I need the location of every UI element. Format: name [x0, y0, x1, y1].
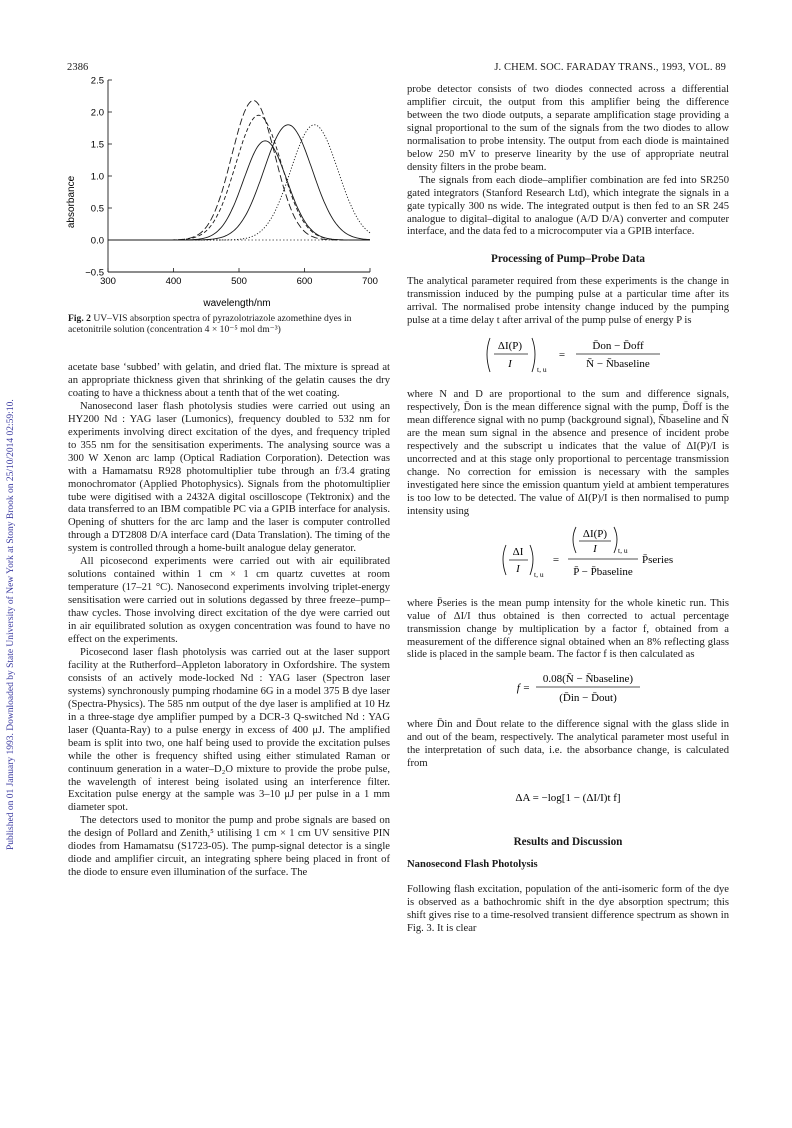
figure-caption — [68, 313, 390, 335]
y-tick-label: 0.5 — [90, 203, 104, 215]
section-heading: Processing of Pump–Probe Data — [490, 253, 646, 266]
series-line-2 — [108, 115, 370, 240]
y-axis-label: absorbance — [66, 175, 77, 229]
paragraph: The signals from each diode–amplifier combination are fed into SR250 gated integrators (Stanford Research Ltd), which integrate the signals in a gate typically 300 ns wide. The integrated output is then fed to an SR 245 analogue to digital–digital to analogue (A/D D/A) converter and computer interface, and the data fed to a microcomputer via a GPIB interface. — [407, 174, 729, 238]
eq2-inner-den: I — [593, 542, 597, 555]
svg-text:=: = — [558, 349, 566, 362]
paragraph: acetate base ‘subbed’ with gelatin, and dried flat. The mixture is spread at an appropriate thickness given that shrinking of the gelatin causes the dry coating to have a thickness about a tenth that of the wet coating. — [68, 362, 390, 399]
eq1-rhs-denominator: N̄ − N̄baseline — [586, 358, 650, 371]
left-column — [68, 362, 390, 880]
x-tick-label: 400 — [165, 276, 182, 287]
eq1-denominator: I — [508, 358, 512, 371]
eq1-subscript: t, u — [537, 365, 547, 375]
eq2-lhs-num: ΔI — [512, 545, 524, 558]
eq2-lhs-sub: t, u — [534, 569, 544, 579]
figure-absorption-spectra — [62, 74, 392, 344]
paragraph: where P̄series is the mean pump intensity for the whole kinetic run. This value of ΔI/I thus obtained is then corrected to actual percentage transmission change by multiplication by a factor f, obtained from a measurement of the difference signal obtained when an 8% reflecting glass slide is placed in the sample beam. The factor f is then calculated as — [407, 597, 729, 661]
eq2-series: P̄series — [642, 553, 674, 566]
chart-curves — [108, 101, 370, 241]
subsection-heading: Nanosecond Flash Photolysis — [407, 859, 538, 871]
paragraph: The analytical parameter required from these experiments is the change in transmission induced by the pumping pulse at a particular time after its arrival. The normalised probe intensity change induced by the pumping pulse at a time delay t after arrival of the pump pulse of energy P is — [407, 276, 729, 327]
equation-2 — [407, 525, 729, 592]
series-line-5 — [108, 125, 370, 240]
svg-text:=: = — [552, 553, 560, 566]
paragraph: Nanosecond laser flash photolysis studies were carried out using an HY200 Nd : YAG laser (Lumonics), frequency doubled to 532 nm for experiments involving direct excitation of the dyes, and frequency tripled to 355 nm for the sensitisation experiments. The analysing source was a 300 W Xenon arc lamp (Optical Radiation Corporation). Detection was with a Hamamatsu R928 photomultiplier tube through an f/3.4 grating monochromator (Applied Photophysics). Signals from the photomultiplier tube were digitised with a 2432A digital oscilloscope (Tektronix) and the data transferred to an IBM compatible PC via a GPIB interface for analysis. Opening of shutters for the arc lamp and the laser is computer controlled through a DT2808 D/A interface card (Data Translation). The timing of the system is controlled through a home-built analogue delay generator. — [68, 400, 390, 555]
x-tick-label: 700 — [362, 276, 378, 287]
x-tick-label: 300 — [100, 276, 116, 287]
x-tick-label: 500 — [231, 276, 247, 287]
paragraph: The detectors used to monitor the pump and probe signals are based on the design of Pollard and Zenith,⁵ utilising 1 cm × 1 cm UV sensitive PIN diodes from Hamamatsu (S1723-05). The pump-signal detector is a single diode and amplifier circuit, an integrating sphere being placed in front of the diode to ensure even illumination of the surface. The — [68, 815, 390, 879]
y-tick-label: 1.5 — [90, 139, 104, 151]
paragraph: Following flash excitation, population of the anti-isomeric form of the dye is observed as a bathochromic shift in the dye absorption spectrum; this shift gives rise to a time-resolved transient difference spectrum as shown in Fig. 3. It is clear — [407, 884, 729, 934]
eq2-denominator: P̄ − P̄baseline — [573, 565, 633, 578]
right-column — [407, 84, 729, 936]
paragraph: probe detector consists of two diodes connected across a differential amplifier circuit, the output from this amplifier being the difference between the two diode outputs, a separate amplification stage providing a signal proportional to the sum of the signals from the two diodes to allow normalisation to probe intensity. The output from each diode is maintained below 250 mV to preserve linearity by the use of appropriate neutral density filters in the probe beam. — [407, 84, 729, 173]
equation-3 — [407, 668, 729, 713]
y-tick-label: −0.5 — [85, 267, 104, 279]
equation-4 — [407, 777, 729, 822]
eq1-numerator: ΔI(P) — [497, 340, 523, 353]
x-axis-label: wavelength/nm — [203, 298, 271, 309]
caption-text: UV–VIS absorption spectra of pyrazolotriazole azomethine dyes in acetonitrile solution (concentration 4 × 10⁻⁵ mol dm⁻³) — [68, 313, 352, 335]
eq2-lhs-den: I — [516, 562, 520, 575]
y-tick-label: 2.0 — [90, 107, 104, 119]
eq1-rhs-numerator: D̄on − D̄off — [592, 340, 644, 353]
chart-axes — [85, 76, 378, 288]
page-number: 2386 — [67, 62, 89, 73]
download-watermark: Published on 01 January 1993. Downloaded by State University of New York at Stony Brook on 25/10/2014 02:59:10. — [6, 399, 16, 850]
caption-label: Fig. 2 — [68, 313, 91, 324]
eq3-denominator: (D̄in − D̄out) — [559, 692, 617, 705]
eq3-lhs: f = — [516, 682, 530, 695]
y-tick-label: 1.0 — [90, 171, 104, 183]
y-tick-label: 2.5 — [90, 75, 104, 87]
eq3-numerator: 0.08(N̄ − N̄baseline) — [542, 673, 634, 686]
paragraph: where D̄in and D̄out relate to the difference signal with the glass slide in and out of the beam, respectively. The analytical parameter most useful in the interpretation of such data, i.e. the absorbance change, is calculated from — [407, 719, 729, 770]
paragraph: All picosecond experiments were carried out with air equilibrated solutions contained within 1 cm × 1 cm quartz cuvettes at room temperature (17–21 °C). Nanosecond experiments involving triplet-energy sensitisation were carried out in solutions degassed by three freeze–pump–thaw cycles. Those involving direct excitation of the dye were carried out in air equilibrated solution as oxygen concentration was found to have no effect on the experiments. — [68, 556, 390, 646]
y-tick-label: 0.0 — [90, 235, 104, 247]
paragraph: Picosecond laser flash photolysis was carried out at the laser support facility at the Rutherford–Appleton laboratory in Oxfordshire. The system consists of an actively mode-locked Nd : YAG laser (Spectron laser systems) synchronously pumping rhodamine 6G in a model 375 B dye laser (Spectra-Physics). The 585 nm output of the dye laser is amplified at 10 Hz in a three-stage dye amplifier pumped by a DCR-3 Q-switched Nd : YAG laser (Quanta-Ray) to a pulse energy in excess of 400 μJ. The amplified beam is split into two, one half being used to provide the excitation pulses while the other is frequency shifted using either stimulated Raman or continuum generation in a water–D₂O mixture to provide the probe pulse, the wavelength of interest being isolated using an interference filter. Excitation pulse energy at the sample was 3–10 μJ per pulse in a 1 mm diameter spot. — [68, 646, 390, 814]
eq4-text: ΔA = −log[1 − (ΔI/I)t f] — [515, 792, 621, 805]
section-heading: Results and Discussion — [513, 836, 623, 849]
eq2-inner-sub: t, u — [618, 545, 628, 555]
series-line-1 — [108, 101, 370, 241]
journal-header: J. CHEM. SOC. FARADAY TRANS., 1993, VOL. 89 — [494, 62, 726, 73]
x-tick-label: 600 — [296, 276, 313, 287]
paragraph: where N and D are proportional to the sum and difference signals, respectively, D̄on is the mean difference signal with the pump, D̄off is the mean difference signal with no pump (background signal), N̄baseline and N̄ are the mean sum signal in the absence and presence of incident probe respectively and the subscript u indicates that the value of ΔI(P)/I is uncorrected and at this stage only proportional to percentage transmission change. No correction for emission is necessary with the samples investigated here since the emission quantum yield at ambient temperatures is too low to be detected. The value of ΔI(P)/I is then normalised to pump intensity using — [407, 389, 729, 517]
eq2-inner-num: ΔI(P) — [582, 527, 608, 540]
equation-1 — [407, 334, 729, 383]
absorption-chart — [62, 74, 392, 309]
series-line-4 — [108, 125, 370, 240]
